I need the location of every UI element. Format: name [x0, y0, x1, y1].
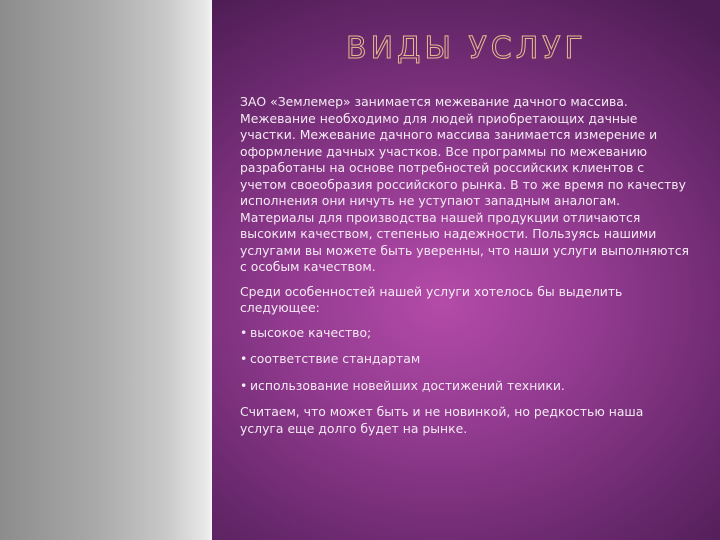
bullet-text: использование новейших достижений техники.: [250, 377, 565, 393]
bullet-item-2: [240, 351, 690, 368]
bullet-text: соответствие стандартам: [250, 351, 421, 366]
side-panel: [0, 0, 212, 540]
closing-paragraph: Считаем, что может быть и не новинкой, но редкостью наша услуга еще долго будет на рынке.: [240, 404, 644, 436]
bullet-item-1: [240, 325, 690, 342]
slide-body: [240, 94, 690, 445]
intro-paragraph: ЗАО «Землемер» занимается межевание дачного массива. Межевание необходимо для людей приобретающих дачные участки. Межевание дачного массива занимается измерение и оформление дачных участков. Все программы по межеванию разработаны на основе потребностей российских клиентов с учетом своеобразия российского рынка. В то же время по качеству исполнения они ничуть не уступают западным аналогам. Материалы для производства нашей продукции отличаются высоким качеством, степенью надежности. Пользуясь нашими услугами вы можете быть уверенны, что наши услуги выполняются с особым качеством.: [240, 94, 689, 274]
slide-title: ВИДЫ УСЛУГ: [346, 31, 587, 66]
bullet-text: высокое качество;: [250, 324, 372, 340]
bullet-item-3: [240, 378, 690, 395]
features-intro: Среди особенностей нашей услуги хотелось бы выделить следующее:: [240, 283, 623, 315]
bullet-icon: •: [240, 351, 248, 366]
bullet-icon: •: [240, 377, 248, 393]
bullet-icon: •: [240, 324, 248, 340]
